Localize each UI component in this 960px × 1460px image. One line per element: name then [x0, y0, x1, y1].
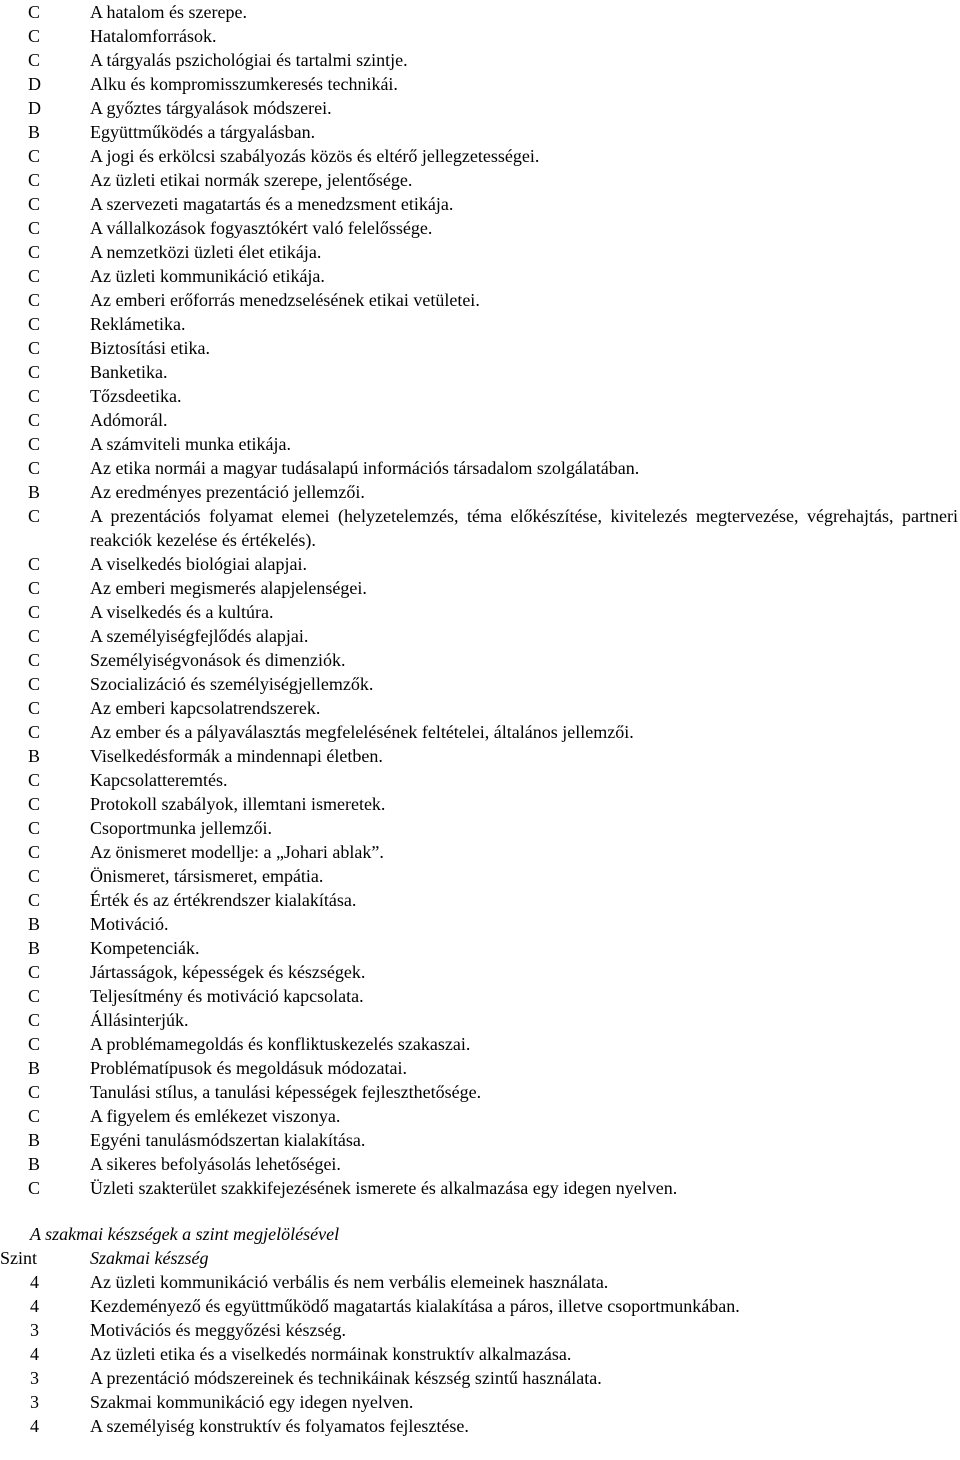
skill-row — [0, 1390, 960, 1414]
competency-level: C — [28, 458, 41, 478]
competency-level: D — [28, 74, 41, 94]
competency-level: C — [28, 2, 41, 22]
competency-text: A problémamegoldás és konfliktuskezelés szakaszai. — [90, 1034, 471, 1054]
competency-level: C — [28, 794, 41, 814]
competency-text: Teljesítmény és motiváció kapcsolata. — [90, 986, 364, 1006]
skill-list — [0, 1270, 960, 1438]
competency-text: Az emberi kapcsolatrendszerek. — [90, 698, 321, 718]
competency-text: A viselkedés biológiai alapjai. — [90, 554, 307, 574]
competency-level: C — [28, 986, 41, 1006]
competency-text: A hatalom és szerepe. — [90, 2, 247, 22]
competency-text: Az etika normái a magyar tudásalapú információs társadalom szolgálatában. — [90, 458, 640, 478]
competency-text: Önismeret, társismeret, empátia. — [90, 866, 324, 886]
competency-level: C — [28, 170, 41, 190]
skills-header-name: Szakmai készség — [90, 1248, 209, 1268]
competency-text: Állásinterjúk. — [90, 1010, 189, 1030]
competency-row — [0, 168, 960, 192]
competency-text: A tárgyalás pszichológiai és tartalmi szintje. — [90, 50, 408, 70]
competency-row — [0, 936, 960, 960]
competency-level: C — [28, 50, 41, 70]
competency-text: A nemzetközi üzleti élet etikája. — [90, 242, 322, 262]
competency-row — [0, 0, 960, 24]
competency-level: B — [28, 1130, 41, 1150]
competency-level: B — [28, 746, 41, 766]
competency-level: C — [28, 650, 41, 670]
competency-text: Banketika. — [90, 362, 168, 382]
competency-row — [0, 1152, 960, 1176]
competency-row — [0, 432, 960, 456]
competency-level: C — [28, 626, 41, 646]
competency-level: C — [28, 1082, 41, 1102]
competency-text: Érték és az értékrendszer kialakítása. — [90, 890, 357, 910]
competency-text: Jártasságok, képességek és készségek. — [90, 962, 366, 982]
competency-row — [0, 216, 960, 240]
competency-level: C — [28, 1034, 41, 1054]
competency-level: C — [28, 386, 41, 406]
skill-text: Az üzleti etika és a viselkedés normáinak konstruktív alkalmazása. — [90, 1344, 572, 1364]
competency-row — [0, 312, 960, 336]
competency-level: C — [28, 242, 41, 262]
competency-row — [0, 360, 960, 384]
skill-level: 4 — [30, 1272, 39, 1292]
competency-text: Az üzleti etikai normák szerepe, jelentősége. — [90, 170, 413, 190]
competency-text: A viselkedés és a kultúra. — [90, 602, 274, 622]
competency-row — [0, 552, 960, 576]
competency-row — [0, 912, 960, 936]
competency-text: Egyéni tanulásmódszertan kialakítása. — [90, 1130, 366, 1150]
competency-level: C — [28, 698, 41, 718]
competency-row — [0, 48, 960, 72]
competency-level: B — [28, 1058, 41, 1078]
competency-text: Az önismeret modellje: a „Johari ablak”. — [90, 842, 384, 862]
competency-row — [0, 1080, 960, 1104]
competency-level: C — [28, 842, 41, 862]
competency-level: B — [28, 482, 41, 502]
competency-level: C — [28, 1106, 41, 1126]
competency-text: Alku és kompromisszumkeresés technikái. — [90, 74, 398, 94]
competency-row — [0, 192, 960, 216]
skill-row — [0, 1270, 960, 1294]
competency-level: C — [28, 434, 41, 454]
skill-text: A személyiség konstruktív és folyamatos fejlesztése. — [90, 1416, 469, 1436]
skill-text: Szakmai kommunikáció egy idegen nyelven. — [90, 1392, 414, 1412]
competency-row — [0, 984, 960, 1008]
skill-text: Az üzleti kommunikáció verbális és nem verbális elemeinek használata. — [90, 1272, 609, 1292]
competency-row — [0, 768, 960, 792]
competency-level: C — [28, 146, 41, 166]
competency-text: Tanulási stílus, a tanulási képességek fejleszthetősége. — [90, 1082, 482, 1102]
competency-row — [0, 648, 960, 672]
skill-text: Kezdeményező és együttműködő magatartás kialakítása a páros, illetve csoportmunkában. — [90, 1296, 740, 1316]
competency-text: Üzleti szakterület szakkifejezésének ismerete és alkalmazása egy idegen nyelven. — [90, 1178, 678, 1198]
competency-row — [0, 408, 960, 432]
competency-text: Motiváció. — [90, 914, 169, 934]
competency-row — [0, 264, 960, 288]
competency-level: C — [28, 554, 41, 574]
competency-row — [0, 696, 960, 720]
skill-row — [0, 1318, 960, 1342]
competency-row — [0, 720, 960, 744]
competency-text: Az emberi megismerés alapjelenségei. — [90, 578, 367, 598]
competency-text: A személyiségfejlődés alapjai. — [90, 626, 309, 646]
competency-level: C — [28, 194, 41, 214]
skill-row — [0, 1366, 960, 1390]
competency-row — [0, 600, 960, 624]
competency-row — [0, 504, 960, 552]
competency-level: C — [28, 818, 41, 838]
competency-row — [0, 120, 960, 144]
skill-text: Motivációs és meggyőzési készség. — [90, 1320, 346, 1340]
competency-level: C — [28, 266, 41, 286]
competency-level: C — [28, 218, 41, 238]
competency-text: Szocializáció és személyiségjellemzők. — [90, 674, 374, 694]
competency-row — [0, 456, 960, 480]
competency-level: C — [28, 962, 41, 982]
competency-level: C — [28, 338, 41, 358]
competency-row — [0, 792, 960, 816]
competency-level: C — [28, 1010, 41, 1030]
skill-level: 4 — [30, 1344, 39, 1364]
competency-level: B — [28, 914, 41, 934]
competency-text: Adómorál. — [90, 410, 168, 430]
competency-row — [0, 72, 960, 96]
competency-level: C — [28, 578, 41, 598]
competency-row — [0, 1032, 960, 1056]
competency-row — [0, 888, 960, 912]
competency-text: Kapcsolatteremtés. — [90, 770, 228, 790]
competency-row — [0, 288, 960, 312]
competency-text: A figyelem és emlékezet viszonya. — [90, 1106, 341, 1126]
competency-row — [0, 624, 960, 648]
competency-row — [0, 840, 960, 864]
competency-text: Az emberi erőforrás menedzselésének etikai vetületei. — [90, 290, 480, 310]
competency-row — [0, 960, 960, 984]
competency-text: Együttműködés a tárgyalásban. — [90, 122, 316, 142]
competency-row — [0, 1128, 960, 1152]
competency-row — [0, 24, 960, 48]
skill-level: 3 — [30, 1392, 39, 1412]
competency-level: C — [28, 770, 41, 790]
skills-header-level: Szint — [0, 1248, 38, 1268]
competency-text: Biztosítási etika. — [90, 338, 210, 358]
skill-level: 3 — [30, 1320, 39, 1340]
skill-level: 3 — [30, 1368, 39, 1388]
competency-text: Hatalomforrások. — [90, 26, 217, 46]
competency-text: Kompetenciák. — [90, 938, 200, 958]
competency-text: A prezentációs folyamat elemei (helyzetelemzés, téma előkészítése, kivitelezés megtervezése, végrehajtás, partneri reakciók kezelése és értékelés). — [90, 506, 958, 550]
skill-row — [0, 1414, 960, 1438]
skill-row — [0, 1294, 960, 1318]
competency-text: Személyiségvonások és dimenziók. — [90, 650, 346, 670]
competency-level: C — [28, 26, 41, 46]
competency-level: C — [28, 602, 41, 622]
competency-level: C — [28, 722, 41, 742]
skills-title: A szakmai készségek a szint megjelölésével — [30, 1224, 340, 1244]
skill-level: 4 — [30, 1296, 39, 1316]
competency-level: C — [28, 362, 41, 382]
competency-row — [0, 240, 960, 264]
competency-level: B — [28, 1154, 41, 1174]
competency-text: A szervezeti magatartás és a menedzsment etikája. — [90, 194, 454, 214]
competency-row — [0, 1176, 960, 1200]
competency-row — [0, 1104, 960, 1128]
competency-text: A vállalkozások fogyasztókért való felelőssége. — [90, 218, 433, 238]
competency-text: Tőzsdeetika. — [90, 386, 182, 406]
competency-text: A győztes tárgyalások módszerei. — [90, 98, 332, 118]
competency-row — [0, 1056, 960, 1080]
skill-row — [0, 1342, 960, 1366]
competency-text: A jogi és erkölcsi szabályozás közös és eltérő jellegzetességei. — [90, 146, 540, 166]
competency-text: Reklámetika. — [90, 314, 186, 334]
competency-level: C — [28, 1178, 41, 1198]
competency-text: Problématípusok és megoldásuk módozatai. — [90, 1058, 407, 1078]
competency-level: C — [28, 890, 41, 910]
competency-row — [0, 1008, 960, 1032]
competency-row — [0, 336, 960, 360]
competency-level: C — [28, 314, 41, 334]
competency-level: C — [28, 506, 41, 526]
competency-text: Csoportmunka jellemzői. — [90, 818, 272, 838]
competency-text: Az ember és a pályaválasztás megfelelésének feltételei, általános jellemzői. — [90, 722, 634, 742]
competency-level: C — [28, 866, 41, 886]
competency-level: D — [28, 98, 41, 118]
competency-row — [0, 96, 960, 120]
competency-row — [0, 576, 960, 600]
competency-text: A sikeres befolyásolás lehetőségei. — [90, 1154, 341, 1174]
competency-row — [0, 744, 960, 768]
competency-level: C — [28, 674, 41, 694]
skill-level: 4 — [30, 1416, 39, 1436]
competency-level: B — [28, 122, 41, 142]
competency-text: A számviteli munka etikája. — [90, 434, 291, 454]
competency-text: Az eredményes prezentáció jellemzői. — [90, 482, 365, 502]
competency-row — [0, 816, 960, 840]
skill-text: A prezentáció módszereinek és technikáinak készség szintű használata. — [90, 1368, 602, 1388]
competency-row — [0, 144, 960, 168]
competency-text: Az üzleti kommunikáció etikája. — [90, 266, 325, 286]
competency-level: C — [28, 290, 41, 310]
competency-row — [0, 480, 960, 504]
competency-row — [0, 672, 960, 696]
competency-row — [0, 384, 960, 408]
competency-text: Viselkedésformák a mindennapi életben. — [90, 746, 383, 766]
competency-text: Protokoll szabályok, illemtani ismeretek. — [90, 794, 386, 814]
competency-level: B — [28, 938, 41, 958]
competency-level: C — [28, 410, 41, 430]
competency-row — [0, 864, 960, 888]
skills-header — [0, 1246, 960, 1270]
skills-section — [0, 1222, 960, 1438]
